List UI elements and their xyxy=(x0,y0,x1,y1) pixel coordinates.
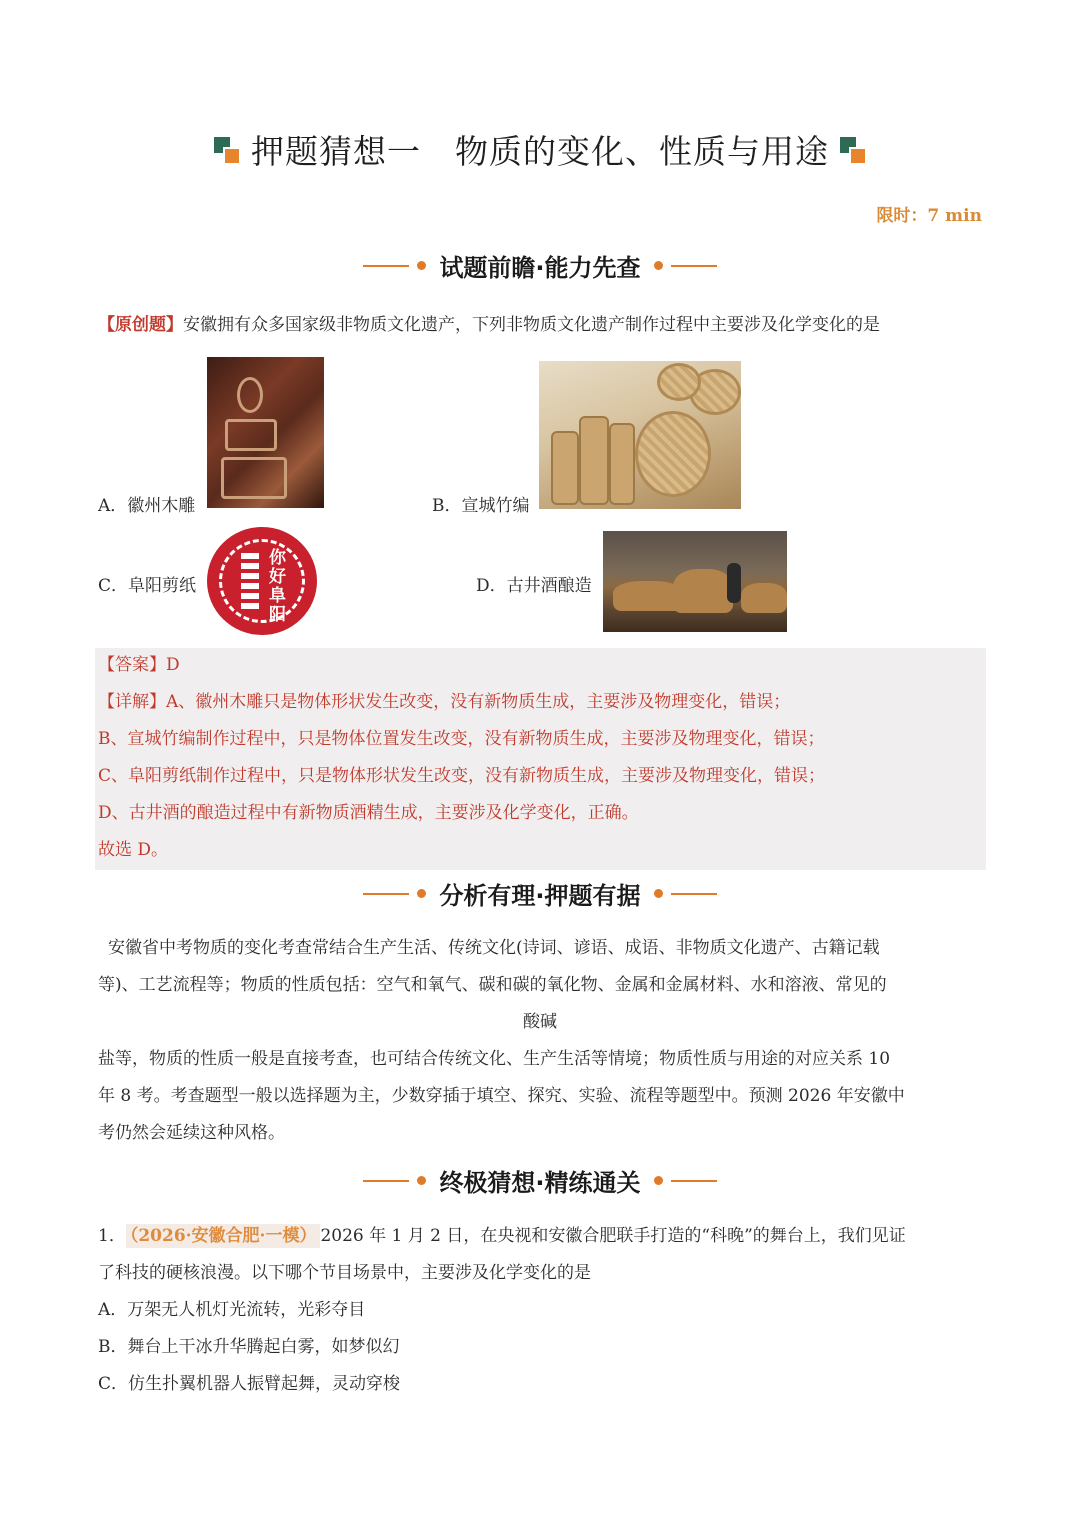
answer-box xyxy=(95,648,986,870)
page-title: 押题猜想一 物质的变化、性质与用途 xyxy=(251,132,829,171)
analysis-line-5: 年 8 考。考查题型一般以选择题为主，少数穿插于填空、探究、实验、流程等题型中。预测 2026 年安徽中 xyxy=(98,1086,905,1106)
answer-value: D xyxy=(166,655,180,675)
original-question-stem xyxy=(98,307,988,344)
answer-line xyxy=(98,650,180,675)
detail-line-d: D、古井酒的酿造过程中有新物质酒精生成，主要涉及化学变化，正确。 xyxy=(98,803,639,823)
section-header-analysis xyxy=(0,876,1080,916)
analysis-line-3: 酸碱 xyxy=(523,1012,557,1032)
detail-line-c: C、阜阳剪纸制作过程中，只是物体形状发生改变，没有新物质生成，主要涉及物理变化，错误； xyxy=(98,766,826,786)
wood-carving-image xyxy=(207,357,324,508)
liquor-brewing-image xyxy=(603,531,787,632)
option-d-label: D．古井酒酿造 xyxy=(476,576,592,596)
time-limit: 限时：7 min xyxy=(876,206,982,226)
answer-tag: 【答案】 xyxy=(98,655,166,675)
analysis-line-2: 等)、工艺流程等；物质的性质包括：空气和氧气、碳和碳的氧化物、金属和金属材料、水和溶液、常见的 xyxy=(98,975,887,995)
page-title-bar xyxy=(0,126,1080,176)
practice-q1-option-a: A．万架无人机灯光流转，光彩夺目 xyxy=(98,1300,366,1320)
analysis-line-4: 盐等，物质的性质一般是直接考查，也可结合传统文化、生产生活等情境；物质性质与用途的对应关系 10 xyxy=(98,1049,891,1069)
section-header-preview xyxy=(0,248,1080,288)
paper-cut-image xyxy=(207,527,317,635)
detail-a-text: A、徽州木雕只是物体形状发生改变，没有新物质生成，主要涉及物理变化，错误； xyxy=(166,692,791,712)
original-tag: 【原创题】 xyxy=(98,315,183,335)
section-title-practice: 终极猜想·精练通关 xyxy=(439,1169,641,1197)
answer-conclusion: 故选 D。 xyxy=(98,840,169,860)
option-c-label: C．阜阳剪纸 xyxy=(98,576,197,596)
q1-source-tag: （2026·安徽合肥·一模） xyxy=(126,1224,321,1248)
original-stem-text: 安徽拥有众多国家级非物质文化遗产，下列非物质文化遗产制作过程中主要涉及化学变化的是 xyxy=(183,315,880,335)
section-title-preview: 试题前瞻·能力先查 xyxy=(439,254,641,282)
bamboo-weaving-image xyxy=(539,361,741,509)
q1-stem-part1: 2026 年 1 月 2 日，在央视和安徽合肥联手打造的“科晚”的舞台上，我们见证 xyxy=(320,1226,906,1246)
analysis-line-1: 安徽省中考物质的变化考查常结合生产生活、传统文化(诗词、谚语、成语、非物质文化遗产、古籍记载 xyxy=(108,938,880,958)
title-right-icon xyxy=(840,137,866,163)
detail-tag: 【详解】 xyxy=(98,692,166,712)
detail-line-a xyxy=(98,687,790,712)
detail-line-b: B、宣城竹编制作过程中，只是物体位置发生改变，没有新物质生成，主要涉及物理变化，错误； xyxy=(98,729,825,749)
section-title-analysis: 分析有理·押题有据 xyxy=(439,882,641,910)
practice-q1-option-b: B．舞台上干冰升华腾起白雾，如梦似幻 xyxy=(98,1337,400,1357)
practice-q1-stem-line1 xyxy=(98,1218,906,1255)
option-a-label: A．徽州木雕 xyxy=(98,496,196,516)
q1-number: 1． xyxy=(98,1226,126,1246)
analysis-line-6: 考仍然会延续这种风格。 xyxy=(98,1123,285,1143)
section-header-practice xyxy=(0,1163,1080,1203)
practice-q1-option-c: C．仿生扑翼机器人振臂起舞，灵动穿梭 xyxy=(98,1374,401,1394)
paper-cut-text: 你好阜阳 xyxy=(269,548,286,625)
title-left-icon xyxy=(214,137,240,163)
option-b-label: B．宣城竹编 xyxy=(432,496,530,516)
practice-q1-stem-line2: 了科技的硬核浪漫。以下哪个节目场景中，主要涉及化学变化的是 xyxy=(98,1263,591,1283)
